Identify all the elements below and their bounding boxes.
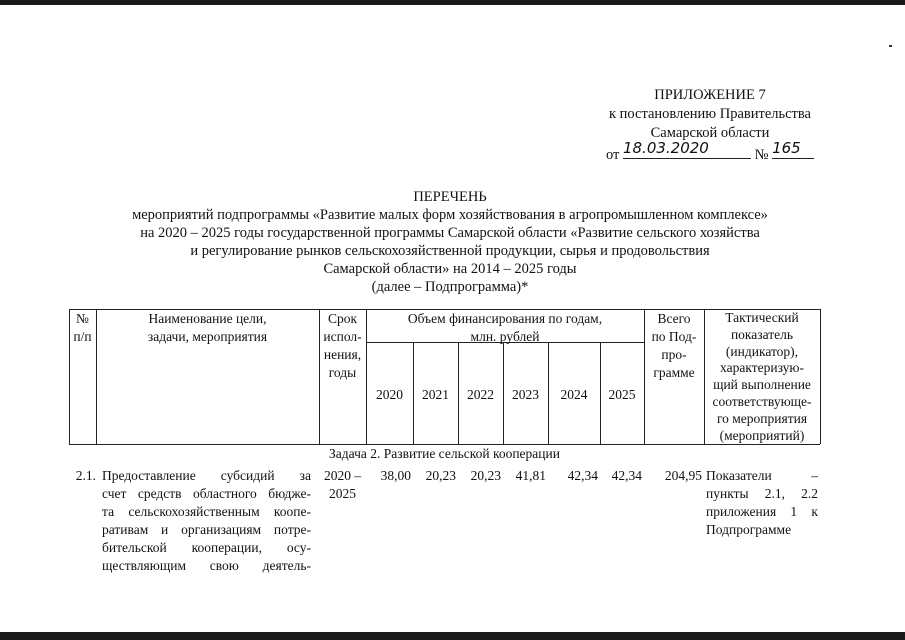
header-finance-line: млн. рублей xyxy=(470,329,540,344)
header-year: 2023 xyxy=(512,387,539,402)
row-term xyxy=(319,467,366,503)
row-indicator-line: Показатели – xyxy=(706,468,818,483)
document-title xyxy=(90,188,810,296)
header-indicator-line: щий выполнение xyxy=(713,377,811,393)
title-line: и регулирование рынков сельскохозяйственной продукции, сырья и продовольствия xyxy=(190,243,710,259)
title-line: Самарской области» на 2014 – 2025 годы xyxy=(323,261,577,277)
header-indicator-line: соответствующе- xyxy=(712,393,812,409)
header-year: 2020 xyxy=(376,387,403,402)
table-border-right xyxy=(820,309,821,444)
row-indicator-line: приложения 1 к xyxy=(706,504,818,519)
appendix-title: ПРИЛОЖЕНИЕ 7 xyxy=(654,87,766,103)
row-value: 41,81 xyxy=(515,468,546,483)
row-indicator xyxy=(706,467,818,539)
scan-top-edge xyxy=(0,0,905,5)
header-year: 2021 xyxy=(422,387,449,402)
row-name xyxy=(102,467,311,575)
handwritten-date: 18.03.2020 xyxy=(622,139,709,157)
header-finance xyxy=(366,310,644,346)
appendix-block xyxy=(560,86,860,165)
title-heading: ПЕРЕЧЕНЬ xyxy=(413,189,487,205)
header-term-line: нения, xyxy=(323,347,362,362)
header-num-line: п/п xyxy=(73,329,92,344)
header-total xyxy=(644,310,704,382)
title-line: мероприятий подпрограммы «Развитие малых форм хозяйствования в агропромышленном комплексе» xyxy=(132,207,768,223)
header-indicator-line: го мероприятия xyxy=(716,410,808,426)
header-num xyxy=(69,310,96,346)
header-total-line: грамме xyxy=(653,365,695,380)
header-num-line: № xyxy=(76,311,89,326)
header-indicator-line: Тактический xyxy=(725,310,799,325)
header-indicator xyxy=(704,310,820,444)
title-line: на 2020 – 2025 годы государственной программы Самарской области «Развитие сельского хозяйства xyxy=(140,225,760,241)
scan-bottom-edge xyxy=(0,632,905,640)
row-indicator-line: пункты 2.1, 2.2 xyxy=(706,486,818,501)
header-name-line: задачи, мероприятия xyxy=(147,329,268,344)
date-field xyxy=(622,139,751,159)
handwritten-number: 165 xyxy=(772,139,801,157)
row-name-line: бительской кооперации, осу- xyxy=(102,540,311,555)
row-name-line: счет средств областного бюдже- xyxy=(102,486,311,501)
row-name-line: ративам и организациям потре- xyxy=(102,522,311,537)
row-num: 2.1. xyxy=(75,468,96,483)
header-indicator-line: показатель xyxy=(730,326,794,342)
header-term-line: годы xyxy=(328,365,357,380)
header-term xyxy=(319,310,366,382)
title-line: (далее – Подпрограмма)* xyxy=(371,279,529,295)
header-year: 2025 xyxy=(608,387,636,402)
row-value: 38,00 xyxy=(380,468,411,483)
header-total-line: про- xyxy=(661,347,687,362)
row-value: 20,23 xyxy=(425,468,456,483)
appendix-date-number-line xyxy=(560,139,860,165)
header-year: 2022 xyxy=(467,387,494,402)
header-total-line: по Под- xyxy=(651,329,697,344)
row-indicator-line: Подпрограмме xyxy=(706,522,792,537)
number-label: № xyxy=(754,147,769,163)
header-indicator-line: (индикатор), xyxy=(725,343,799,359)
header-indicator-line: (мероприятий) xyxy=(719,427,805,443)
task-row: Задача 2. Развитие сельской кооперации xyxy=(329,446,560,461)
number-field xyxy=(772,139,814,159)
row-name-line: Предоставление субсидий за xyxy=(102,468,311,483)
header-term-line: Срок xyxy=(327,311,358,326)
row-value: 42,34 xyxy=(611,468,642,483)
appendix-region-line: Самарской области xyxy=(650,125,770,141)
header-year: 2024 xyxy=(560,387,588,402)
scan-speck xyxy=(889,45,892,47)
row-term-line: 2020 – xyxy=(323,468,362,483)
row-value: 42,34 xyxy=(567,468,598,483)
header-finance-line: Объем финансирования по годам, xyxy=(407,311,603,326)
header-total-line: Всего xyxy=(657,311,691,326)
from-label: от xyxy=(605,147,620,163)
row-term-line: 2025 xyxy=(329,486,356,501)
appendix-decree-line: к постановлению Правительства xyxy=(609,106,811,122)
header-term-line: испол- xyxy=(323,329,362,344)
header-name xyxy=(96,310,319,346)
row-name-line: ществляющим свою деятель- xyxy=(102,558,311,573)
row-total: 204,95 xyxy=(664,468,702,483)
row-name-line: та сельскохозяйственным коопе- xyxy=(102,504,311,519)
header-name-line: Наименование цели, xyxy=(148,311,267,326)
row-value: 20,23 xyxy=(470,468,501,483)
header-indicator-line: характеризую- xyxy=(720,360,804,376)
